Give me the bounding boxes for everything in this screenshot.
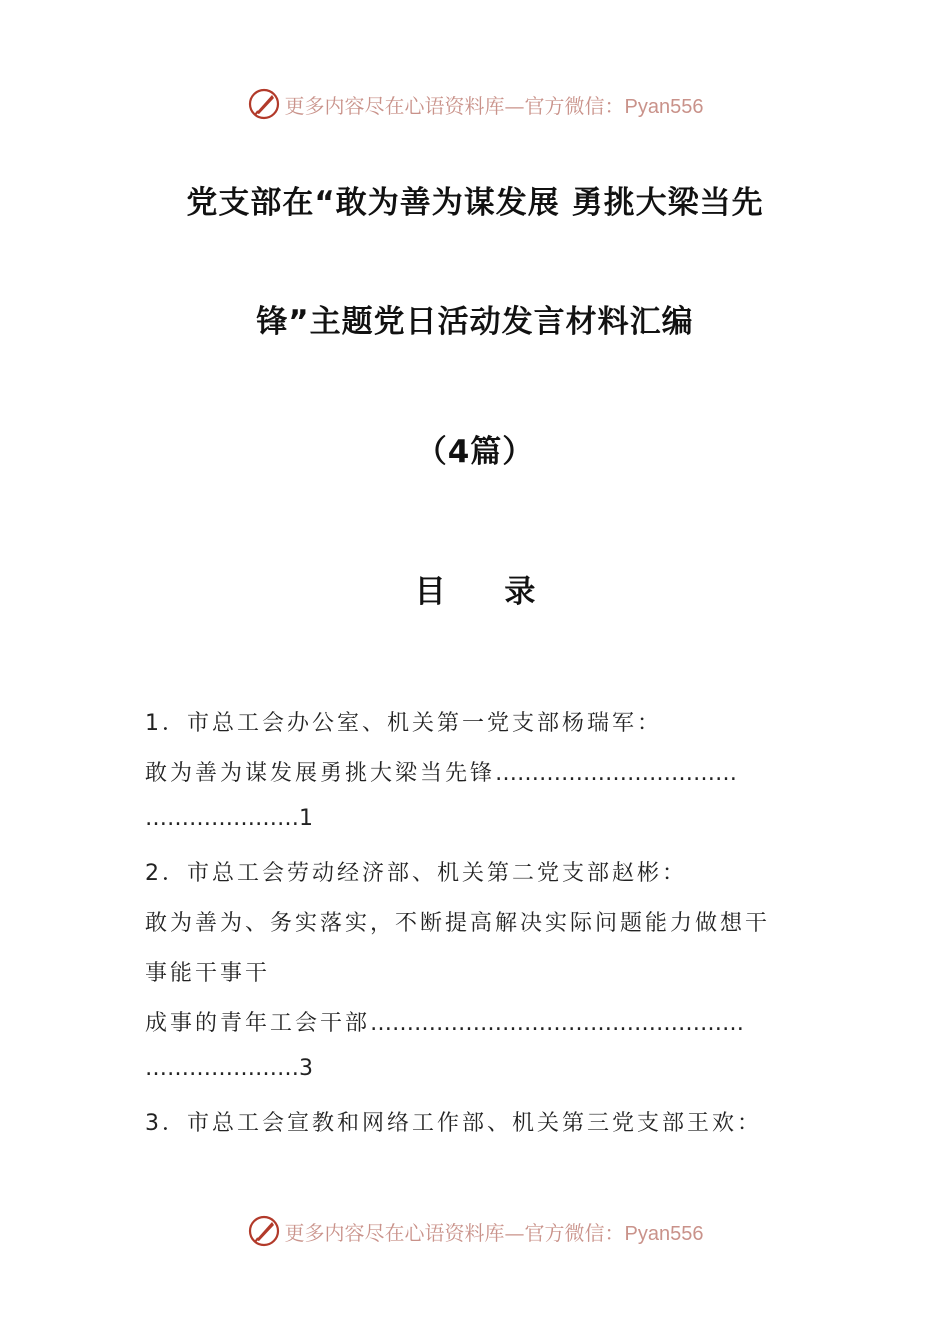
toc-entry-1-page-line <box>145 806 810 831</box>
wechat-handle: Pyan556 <box>624 1222 704 1245</box>
dot-leader: …………………………… <box>495 761 738 786</box>
quill-pen-circle-icon <box>247 1214 281 1248</box>
toc-heading: 目 录 <box>414 574 560 610</box>
toc-entry-1-header: 1．市总工会办公室、机关第一党支部杨瑞军： <box>145 711 662 736</box>
page-number: 1 <box>299 806 313 831</box>
document-title-line-2: 锋”主题党日活动发言材料汇编 <box>256 304 694 340</box>
toc-entry-2-header: 2．市总工会劳动经济部、机关第二党支部赵彬： <box>145 861 687 886</box>
toc-entry-2-title-1: 敢为善为、务实落实，不断提高解决实际问题能力做想干 <box>145 911 771 936</box>
wechat-handle: Pyan556 <box>624 95 704 118</box>
dot-leader: ………………… <box>145 806 299 831</box>
quill-pen-circle-icon <box>247 87 281 121</box>
watermark-banner-top <box>0 84 950 124</box>
page-number: 3 <box>299 1056 313 1081</box>
watermark-text: 更多内容尽在心语资料库—官方微信：Pyan556 <box>284 1220 704 1245</box>
toc-entry-2-page-line <box>145 1056 810 1081</box>
toc-entry-2-title-3: 成事的青年工会干部…………………………………………… <box>145 1011 745 1036</box>
dot-leader: …………………………………………… <box>370 1011 745 1036</box>
toc-entry-3-header: 3．市总工会宣教和网络工作部、机关第三党支部王欢： <box>145 1111 762 1136</box>
dot-leader: ………………… <box>145 1056 299 1081</box>
article-count: （4篇） <box>415 434 535 470</box>
watermark-text: 更多内容尽在心语资料库—官方微信：Pyan556 <box>284 93 704 118</box>
document-title-line-1: 党支部在“敢为善为谋发展 勇挑大梁当先 <box>186 185 764 221</box>
watermark-banner-bottom <box>0 1211 950 1251</box>
toc-entry-2-title-2: 事能干事干 <box>145 961 271 986</box>
toc-entry-1-title: 敢为善为谋发展勇挑大梁当先锋…………………………… <box>145 761 738 786</box>
